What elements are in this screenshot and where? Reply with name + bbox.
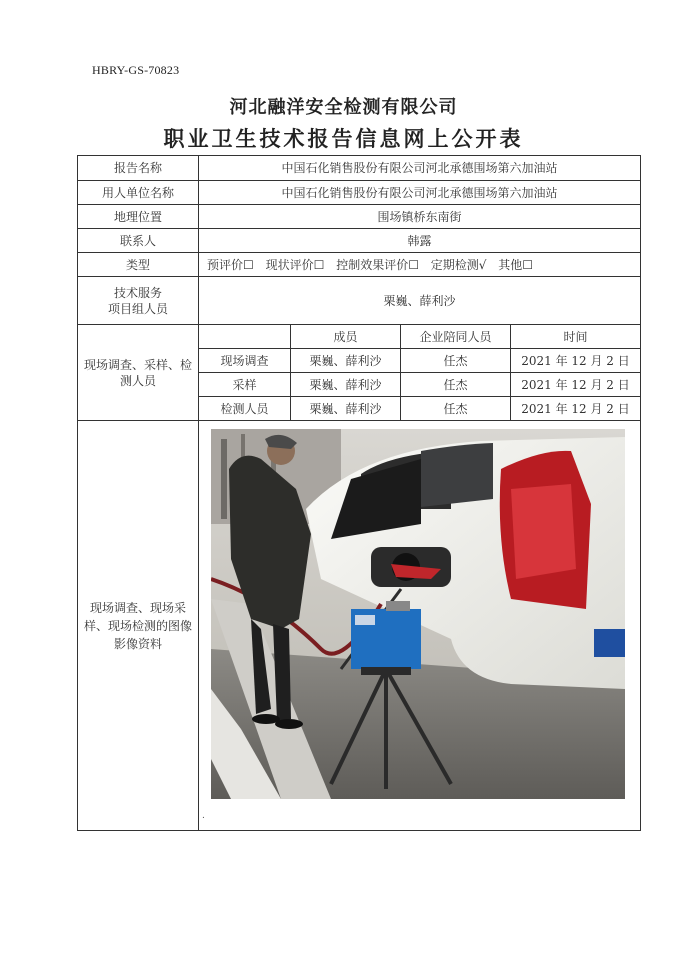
document-code: HBRY-GS-70823 bbox=[92, 63, 180, 77]
survey-label: 现场调查、采样、检测人员 bbox=[78, 325, 199, 421]
survey-header-row bbox=[78, 325, 641, 349]
location-label: 地理位置 bbox=[78, 205, 199, 229]
report-name-label: 报告名称 bbox=[78, 156, 199, 181]
type-option-other: 其他☐ bbox=[498, 257, 534, 272]
survey-stage: 检测人员 bbox=[199, 397, 291, 421]
type-option-status-evaluation: 现状评价☐ bbox=[265, 257, 325, 272]
row-employer bbox=[78, 181, 641, 205]
survey-escort: 任杰 bbox=[401, 349, 511, 373]
team-label: 技术服务 项目组人员 bbox=[78, 277, 199, 325]
employer-value: 中国石化销售股份有限公司河北承德围场第六加油站 bbox=[199, 181, 641, 205]
report-name-value: 中国石化销售股份有限公司河北承德围场第六加油站 bbox=[199, 156, 641, 181]
survey-stage: 采样 bbox=[199, 373, 291, 397]
team-value: 栗巍、薛利沙 bbox=[199, 277, 641, 325]
survey-header-date: 时间 bbox=[511, 325, 641, 349]
stray-mark: . bbox=[202, 811, 205, 821]
site-photo bbox=[211, 429, 625, 799]
images-label: 现场调查、现场采样、现场检测的图像影像资料 bbox=[78, 421, 199, 831]
document-title: 职业卫生技术报告信息网上公开表 bbox=[163, 126, 524, 151]
survey-members: 栗巍、薛利沙 bbox=[291, 349, 401, 373]
row-team bbox=[78, 277, 641, 325]
contact-value: 韩露 bbox=[199, 229, 641, 253]
type-option-pre-evaluation: 预评价☐ bbox=[207, 257, 254, 272]
row-report-name bbox=[78, 156, 641, 181]
survey-escort: 任杰 bbox=[401, 397, 511, 421]
row-contact bbox=[78, 229, 641, 253]
survey-members: 栗巍、薛利沙 bbox=[291, 373, 401, 397]
survey-members: 栗巍、薛利沙 bbox=[291, 397, 401, 421]
survey-header-escort: 企业陪同人员 bbox=[401, 325, 511, 349]
type-option-control-evaluation: 控制效果评价☐ bbox=[336, 257, 419, 272]
site-photo-illustration bbox=[211, 429, 625, 799]
survey-date: 2021 年 12 月 2 日 bbox=[511, 349, 641, 373]
type-options bbox=[199, 253, 641, 277]
images-cell bbox=[199, 421, 641, 831]
survey-header-blank bbox=[199, 325, 291, 349]
row-type bbox=[78, 253, 641, 277]
type-option-periodic-testing: 定期检测√ bbox=[430, 257, 487, 272]
row-images bbox=[78, 421, 641, 831]
survey-date: 2021 年 12 月 2 日 bbox=[511, 397, 641, 421]
company-name: 河北融洋安全检测有限公司 bbox=[229, 97, 458, 118]
survey-date: 2021 年 12 月 2 日 bbox=[511, 373, 641, 397]
employer-label: 用人单位名称 bbox=[78, 181, 199, 205]
location-value: 围场镇桥东南街 bbox=[199, 205, 641, 229]
disclosure-table bbox=[77, 155, 641, 831]
survey-escort: 任杰 bbox=[401, 373, 511, 397]
survey-header-members: 成员 bbox=[291, 325, 401, 349]
contact-label: 联系人 bbox=[78, 229, 199, 253]
survey-stage: 现场调查 bbox=[199, 349, 291, 373]
row-location bbox=[78, 205, 641, 229]
type-label: 类型 bbox=[78, 253, 199, 277]
